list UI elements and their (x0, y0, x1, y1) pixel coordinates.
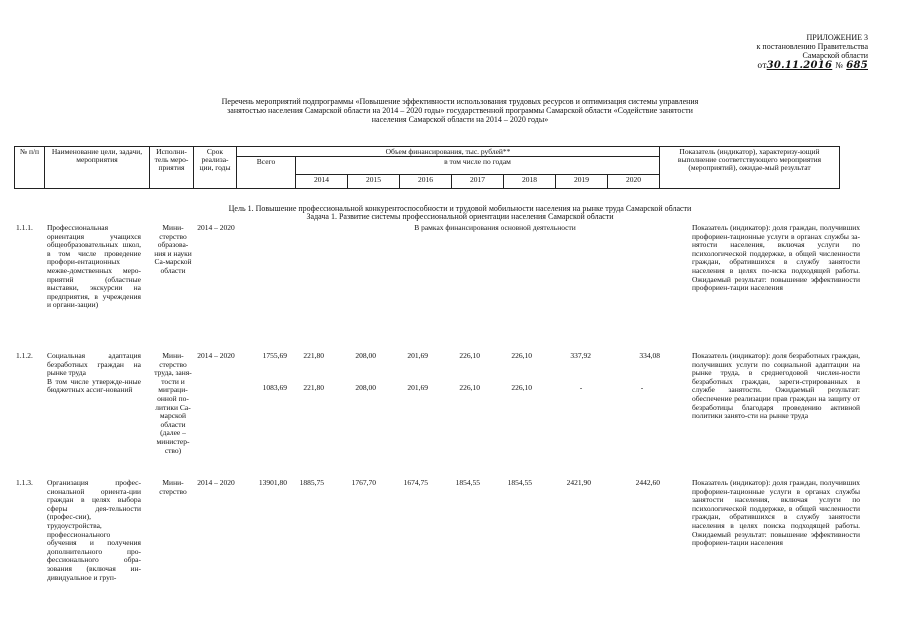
title-line-1: Перечень мероприятий подпрограммы «Повышение эффективности использования трудовых ресурсов и оптимизация системы управления (221, 97, 699, 106)
title-line-3: населения Самарской области на 2014 – 2020 годы» (371, 115, 549, 125)
row-total-sub: 1083,69 (262, 383, 287, 392)
row-term: 2014 – 2020 (197, 223, 235, 232)
header-year: 2018 (504, 175, 556, 189)
row-sub-2017: 226,10 (459, 383, 480, 392)
row-value-2016: 1674,75 (403, 478, 428, 487)
row-executor: Мини-стерство (159, 478, 187, 496)
row-num: 1.1.1. (16, 223, 33, 232)
row-indicator: Показатель (индикатор): доля граждан, получивших профориен-тационные услуги в органах службы занятости населения, включая услуги по психологической поддержке, в общей численности граждан, обратившихся в службу занятости населения в целях поиска подходящей работы. Ожидаемый результат: повышение эффективности профориен-тации населения (692, 478, 860, 548)
row-sub-2014: 221,80 (303, 383, 324, 392)
number-label: № (835, 61, 844, 70)
task-heading: Задача 1. Развитие системы профессиональной ориентации населения Самарской области (306, 212, 614, 221)
document-title (170, 97, 750, 125)
header-num: № п/п (15, 147, 45, 189)
row-num: 1.1.3. (16, 478, 33, 487)
header-total: Всего (237, 157, 296, 189)
row-name-main: Социальная адаптация безработных граждан на рынке труда (47, 351, 141, 378)
handwritten-number: 685 (846, 60, 868, 71)
row-term: 2014 – 2020 (197, 478, 235, 487)
appendix-title: ПРИЛОЖЕНИЕ 3 (806, 33, 868, 42)
appendix-region: Самарской области (802, 51, 868, 60)
row-name-sub: В том числе утвержде-нные бюджетных ассиг-нований (47, 376, 141, 395)
header-year: 2019 (556, 175, 608, 189)
header-year: 2015 (348, 175, 400, 189)
row-name: Организация профес-сиональной ориента-ции граждан в целях выбора сферы дея-тельности (профес-сии), трудоустройства, профессионального обучения и получения дополнительного про-фессионального обра-зования (включая ин-дивидуальное и груп- (47, 478, 141, 582)
header-indicator: Показатель (индикатор), характеризу-ющий выполнение соответствующего мероприятия (мероприятий), ожидае-мый результат (660, 147, 840, 189)
handwritten-date: 30.11.2016 (766, 60, 833, 71)
row-total: 1755,69 (262, 351, 287, 360)
row-value-2016: 201,69 (407, 351, 428, 360)
row-sub-2015: 208,00 (355, 383, 376, 392)
appendix-signature-line (700, 60, 868, 72)
row-value-2020: 2442,60 (635, 478, 660, 487)
header-funding: Объем финансирования, тыс. рублей** (237, 147, 660, 157)
row-sub-2019: - (579, 383, 583, 392)
row-value-2014: 221,80 (303, 351, 324, 360)
row-value-2018: 1854,55 (507, 478, 532, 487)
header-year: 2014 (296, 175, 348, 189)
row-name: Профессиональная ориентация учащихся общеобразовательных школ, в том числе проведение профори-ентационных межве-домственных меро-приятий (областные выставки, экскурсии на предприятия, в учреждения и органи-зации) (47, 223, 141, 310)
row-name (47, 352, 141, 395)
row-value-2020: 334,08 (639, 351, 660, 360)
row-sub-2018: 226,10 (511, 383, 532, 392)
row-value-2015: 208,00 (355, 351, 376, 360)
row-value-2019: 337,92 (570, 351, 591, 360)
title-line-2: занятостью населения Самарской области на 2014 – 2020 годы» государственной программы Самарской области «Содействие занятости (227, 106, 693, 116)
row-sub-2016: 201,69 (407, 383, 428, 392)
row-value-2014: 1885,75 (299, 478, 324, 487)
row-value-2017: 1854,55 (455, 478, 480, 487)
row-value-2019: 2421,90 (566, 478, 591, 487)
row-indicator: Показатель (индикатор): доля безработных граждан, получивших услуги по социальной адаптации на рынке труда, в среднегодовой числен-ности безработных граждан, зареги-стрированных в службе занятости. Ожидаемый результат: обеспечение реализации прав граждан на защиту от безработицы благодаря проведению активной политики занято-сти на рынке труда (692, 351, 860, 421)
header-year: 2020 (608, 175, 660, 189)
row-executor: Мини-стерство образова-ния и науки Са-марской области (154, 223, 192, 275)
goal-heading: Цель 1. Повышение профессиональной конкурентоспособности и трудовой мобильности населения на рынке труда Самарской области (228, 204, 692, 213)
row-value-2018: 226,10 (511, 351, 532, 360)
header-year: 2017 (452, 175, 504, 189)
row-term: 2014 – 2020 (197, 351, 235, 360)
prefix-from: от (757, 61, 767, 70)
row-total: 13901,80 (258, 478, 287, 487)
row-value-2015: 1767,70 (351, 478, 376, 487)
appendix-resolution: к постановлению Правительства (756, 42, 868, 51)
header-term: Срок реализа-ции, годы (194, 147, 237, 189)
row-executor: Мини-стерство труда, заня-тости и миграци-онной по-литики Са-марской области (далее – министер-ство) (154, 351, 192, 455)
row-value-2017: 226,10 (459, 351, 480, 360)
row-num: 1.1.2. (16, 351, 33, 360)
basic-funding-note: В рамках финансирования основной деятельности (414, 223, 576, 232)
header-year: 2016 (400, 175, 452, 189)
header-including: в том числе по годам (296, 157, 660, 175)
row-sub-2020: - (640, 383, 644, 392)
header-executor: Исполни-тель меро-приятия (150, 147, 194, 189)
row-indicator: Показатель (индикатор): доля граждан, получивших профориен-тационные услуги в органах службы за-нятости населения, включая услуги по психологической поддержке, в общей численности граждан, обратившихся в службу занятости населения в целях по-иска подходящей работы. Ожидаемый результат: повышение эффективности профориен-тации населения (692, 223, 860, 293)
table-header (14, 146, 840, 189)
appendix-block (700, 33, 868, 72)
header-name: Наименование цели, задачи, мероприятия (45, 147, 150, 189)
